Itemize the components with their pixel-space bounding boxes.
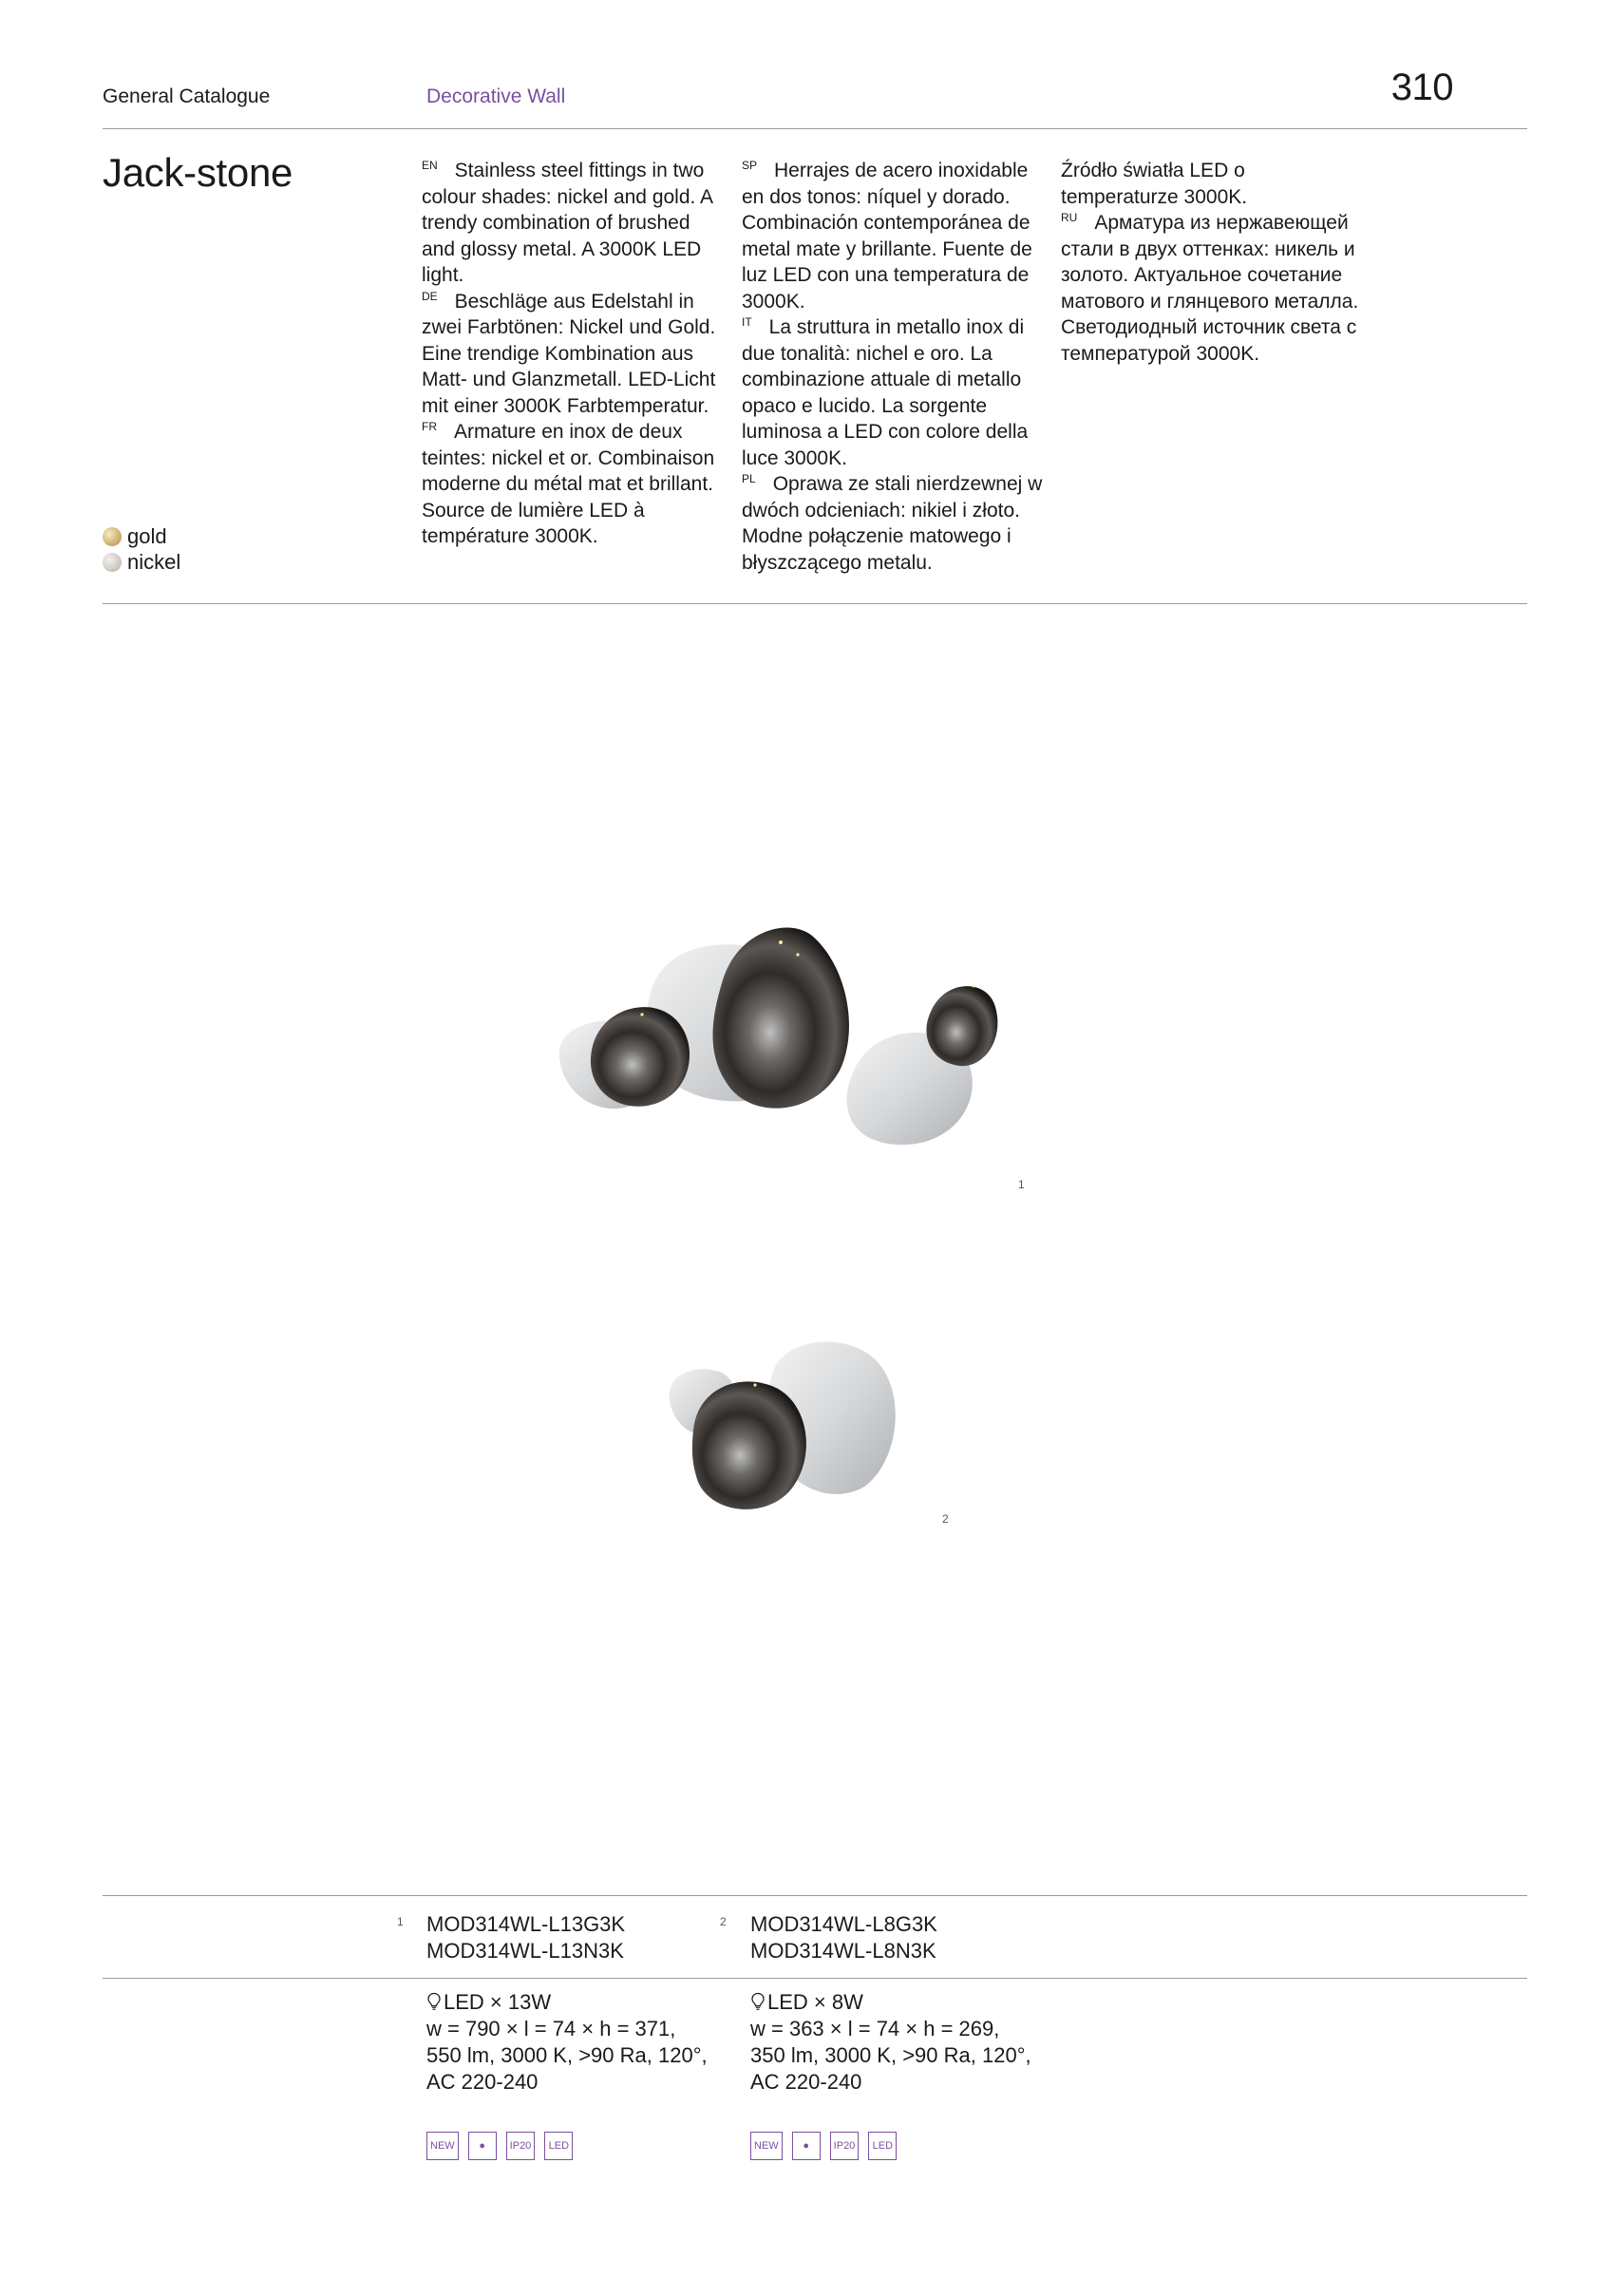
description-pl-text: Oprawa ze stali nierdzewnej w dwóch odcieniach: nikiel i złoto. Modne połączenie matowego i błyszczącego metalu. bbox=[742, 473, 1043, 574]
model-1-badges bbox=[426, 2132, 573, 2160]
model-1-dims: w = 790 × l = 74 × h = 371, bbox=[426, 2017, 676, 2040]
finish-nickel[interactable] bbox=[103, 550, 180, 575]
dimmable-badge: ● bbox=[792, 2132, 821, 2160]
description-en bbox=[422, 158, 728, 289]
description-ru-text: Арматура из нержавеющей стали в двух оттенках: никель и золото. Актуальное сочетание матового и глянцевого металла. Светодиодный источник света с температурой 3000K. bbox=[1061, 212, 1359, 365]
model-2-badges bbox=[750, 2132, 897, 2160]
description-pl bbox=[742, 471, 1048, 576]
lang-tag-ru: RU bbox=[1061, 211, 1078, 224]
figure-number-1: 1 bbox=[1018, 1178, 1025, 1191]
description-pl-continued: Źródło światła LED o temperaturze 3000K. bbox=[1061, 160, 1248, 208]
right-dome bbox=[926, 986, 997, 1066]
gold-swatch-icon bbox=[103, 527, 122, 546]
model-2-code-gold: MOD314WL-L8G3K bbox=[750, 1912, 937, 1936]
description-de-text: Beschläge aus Edelstahl in zwei Farbtönen: Nickel und Gold. Eine trendige Kombination aus Matt- und Glanzmetall. LED-Licht mit einer 3000K Farbtemperatur. bbox=[422, 290, 716, 417]
model-2-code-nickel: MOD314WL-L8N3K bbox=[750, 1939, 936, 1963]
new-badge: NEW bbox=[750, 2132, 783, 2160]
new-badge: NEW bbox=[426, 2132, 459, 2160]
finish-nickel-label: nickel bbox=[127, 550, 181, 574]
model-2-dims: w = 363 × l = 74 × h = 269, bbox=[750, 2017, 1000, 2040]
model-1-power: AC 220-240 bbox=[426, 2070, 539, 2094]
bulb-icon bbox=[426, 1992, 442, 2011]
lang-tag-pl: PL bbox=[742, 472, 756, 485]
lang-tag-it: IT bbox=[742, 315, 752, 329]
nickel-swatch-icon bbox=[103, 553, 122, 572]
models-top-divider bbox=[103, 1895, 1527, 1896]
model-1-code-gold: MOD314WL-L13G3K bbox=[426, 1912, 626, 1936]
description-ru bbox=[1061, 210, 1367, 367]
description-column-2 bbox=[742, 158, 1048, 576]
model-1-lamp-text: LED × 13W bbox=[444, 1990, 552, 2014]
ip20-badge: IP20 bbox=[506, 2132, 536, 2160]
lang-tag-sp: SP bbox=[742, 159, 758, 172]
ip20-badge: IP20 bbox=[830, 2132, 860, 2160]
description-de bbox=[422, 289, 728, 420]
lang-tag-de: DE bbox=[422, 289, 438, 303]
model-2-number: 2 bbox=[720, 1915, 727, 1928]
product-name: Jack-stone bbox=[103, 150, 293, 195]
model-1-specs bbox=[426, 1989, 708, 2096]
model-1-code-nickel: MOD314WL-L13N3K bbox=[426, 1939, 624, 1963]
header-divider bbox=[103, 128, 1527, 129]
page-number: 310 bbox=[1390, 66, 1453, 108]
section-title[interactable]: Decorative Wall bbox=[426, 85, 566, 107]
description-fr-text: Armature en inox de deux teintes: nickel et or. Combinaison moderne du métal mat et brillant. Source de lumière LED à température 3000K. bbox=[422, 421, 715, 547]
model-1-codes bbox=[426, 1911, 625, 1964]
intro-divider bbox=[103, 603, 1527, 604]
models-mid-divider bbox=[103, 1978, 1527, 1979]
finish-gold-label: gold bbox=[127, 524, 167, 548]
led-badge: LED bbox=[868, 2132, 897, 2160]
dimmable-badge: ● bbox=[468, 2132, 497, 2160]
description-it-text: La struttura in metallo inox di due tonalità: nichel e oro. La combinazione attuale di metallo opaco e lucido. La sorgente luminosa a LED con colore della luce 3000K. bbox=[742, 316, 1029, 469]
description-column-3 bbox=[1061, 158, 1367, 367]
model-1-photometrics: 550 lm, 3000 K, >90 Ra, 120°, bbox=[426, 2043, 708, 2067]
product-image-1 bbox=[541, 902, 1035, 1159]
description-sp bbox=[742, 158, 1048, 314]
model-2-codes bbox=[750, 1911, 937, 1964]
product-image-2 bbox=[665, 1330, 921, 1529]
lang-tag-en: EN bbox=[422, 159, 438, 172]
lang-tag-fr: FR bbox=[422, 420, 437, 433]
catalogue-title: General Catalogue bbox=[103, 85, 271, 107]
description-en-text: Stainless steel fittings in two colour shades: nickel and gold. A trendy combination of brushed and glossy metal. A 3000K LED light. bbox=[422, 160, 712, 286]
description-sp-text: Herrajes de acero inoxidable en dos tonos: níquel y dorado. Combinación contemporánea de metal mate y brillante. Fuente de luz LED con una temperatura de 3000K. bbox=[742, 160, 1032, 313]
figure-number-2: 2 bbox=[942, 1512, 949, 1526]
main-dome bbox=[692, 1381, 806, 1509]
finish-gold[interactable] bbox=[103, 524, 167, 549]
description-fr bbox=[422, 419, 728, 550]
model-1-lamp bbox=[426, 1989, 708, 2016]
led-badge: LED bbox=[544, 2132, 573, 2160]
bulb-icon bbox=[750, 1992, 766, 2011]
model-2-lamp-text: LED × 8W bbox=[767, 1990, 863, 2014]
model-2-photometrics: 350 lm, 3000 K, >90 Ra, 120°, bbox=[750, 2043, 1031, 2067]
model-2-lamp bbox=[750, 1989, 1031, 2016]
description-it bbox=[742, 314, 1048, 471]
model-2-power: AC 220-240 bbox=[750, 2070, 862, 2094]
model-2-specs bbox=[750, 1989, 1031, 2096]
model-1-number: 1 bbox=[397, 1915, 404, 1928]
description-column-1 bbox=[422, 158, 728, 550]
